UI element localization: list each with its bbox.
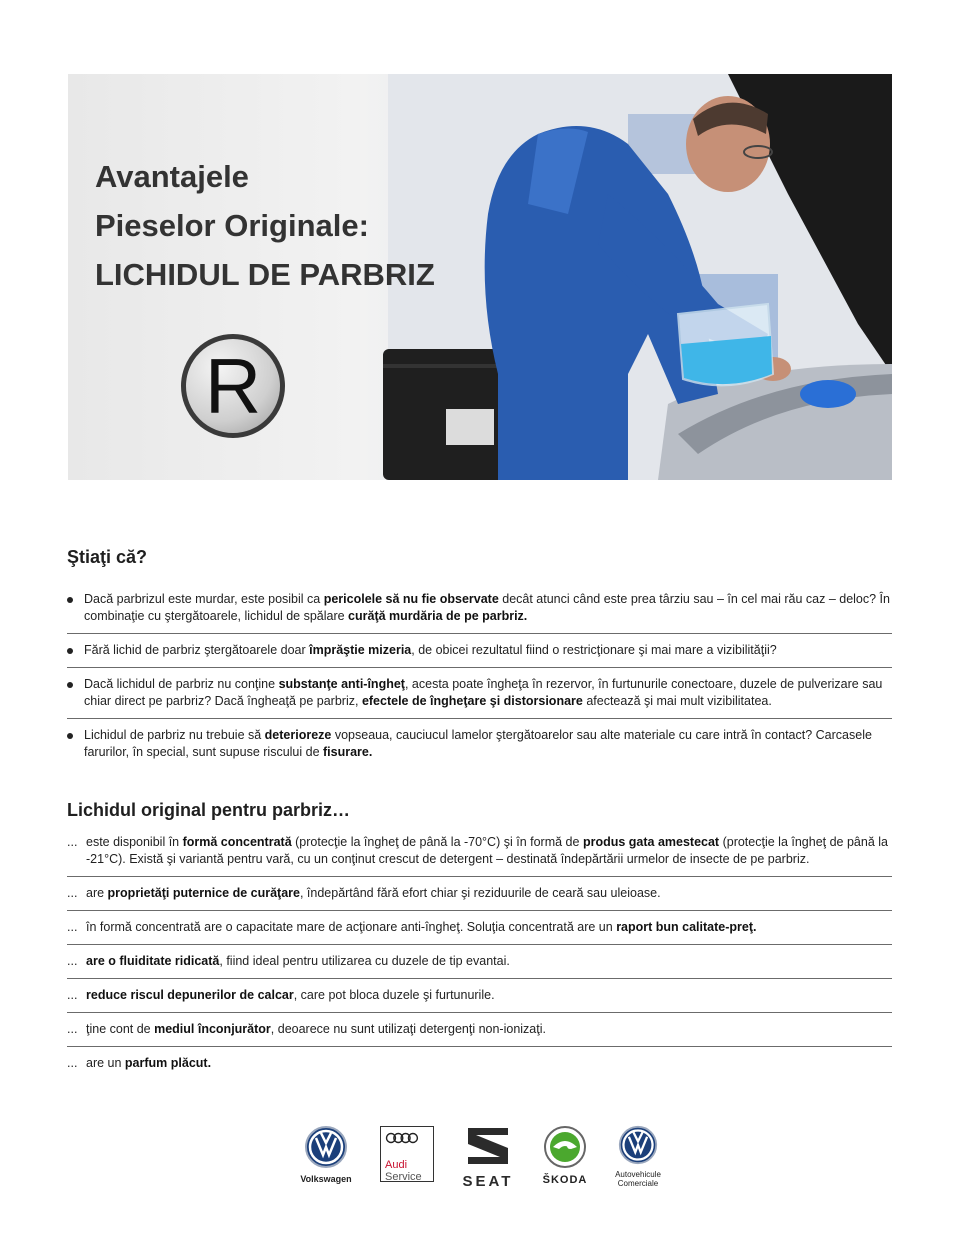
vw-commercial-logo bbox=[608, 1125, 668, 1188]
seat-label: SEAT bbox=[462, 1173, 514, 1190]
list-item: Dacă lichidul de parbriz nu conţine substanţe anti-îngheţ, acesta poate îngheţa în rezervor, în furtunurile conectoare, duzele de pulverizare sau chiar direct pe parbriz? Dacă îngheaţă pe parbriz, efectele de îngheţare şi distorsionare afectează şi mai mult vizibilitatea. bbox=[67, 668, 892, 719]
brand-logos bbox=[296, 1122, 666, 1192]
audi-service-logo bbox=[380, 1126, 434, 1182]
section-title-did-you-know: Ştiaţi că? bbox=[67, 547, 148, 567]
hero-title-line-1: Avantajele bbox=[95, 159, 249, 194]
badge-letter: R bbox=[204, 342, 262, 430]
seat-logo bbox=[451, 1126, 525, 1190]
list-item: ... are un parfum plăcut. bbox=[67, 1056, 212, 1070]
list-item: Lichidul de parbriz nu trebuie să deterioreze vopseaua, cauciucul lamelor ştergătoarelor sau alte materiale cu care intră în contact? Carcasele farurilor, în special, sunt supuse riscului de fisurare. bbox=[67, 719, 892, 769]
vw-emblem-icon bbox=[304, 1125, 348, 1169]
hero-title-line-2: Pieselor Originale: bbox=[95, 208, 369, 243]
list-item: ... este disponibil în formă concentrată (protecţie la îngheţ de până la -70°C) şi în formă de produs gata amestecat (protecţie la îngheţ de până la -21°C). Există şi variantă pentru vară, cu un conţinut crescut de detergent – destinată îndepărtării urmelor de insecte de pe parbriz. bbox=[67, 826, 892, 877]
volkswagen-logo bbox=[296, 1125, 356, 1184]
list-item: ... ţine cont de mediul înconjurător, deoarece nu sunt utilizaţi detergenţi non-ionizaţi. bbox=[67, 1013, 892, 1047]
list-item: ... reduce riscul depunerilor de calcar, care pot bloca duzele şi furtunurile. bbox=[67, 979, 892, 1013]
list-item: ... are proprietăţi puternice de curăţare, îndepărtând fără efort chiar şi reziduurile de ceară sau uleioase. bbox=[67, 877, 892, 911]
hero-title-line-3: LICHIDUL DE PARBRIZ bbox=[95, 257, 435, 292]
registered-badge-icon bbox=[181, 334, 285, 438]
hero-title bbox=[95, 152, 435, 299]
list-item: ... are o fluiditate ridicată, fiind ideal pentru utilizarea cu duzele de tip evantai. bbox=[67, 945, 892, 979]
vwc-label-2: Comerciale bbox=[617, 1179, 659, 1188]
list-item: Dacă parbrizul este murdar, este posibil ca pericolele să nu fie observate decât atunci când este prea târziu sau – în cel mai rău caz – deloc? În combinaţie cu ştergătoarele, lichidul de spălare curăţă murdăria de pe parbriz. bbox=[67, 583, 892, 634]
skoda-label: ŠKODA bbox=[542, 1174, 588, 1186]
hero-banner bbox=[68, 74, 892, 480]
vw-commercial-emblem-icon bbox=[618, 1125, 658, 1165]
section-title-original-fluid: Lichidul original pentru parbriz… bbox=[67, 800, 351, 820]
audi-label: Audi bbox=[385, 1159, 408, 1171]
list-item: Fără lichid de parbriz ştergătoarele doar împrăştie mizeria, de obicei rezultatul fiind o restricţionare şi mai mare a vizibilităţii? bbox=[67, 634, 892, 668]
skoda-logo bbox=[539, 1125, 591, 1186]
audi-service-label: Service bbox=[385, 1171, 422, 1183]
seat-emblem-icon bbox=[466, 1126, 510, 1166]
audi-rings-icon bbox=[385, 1132, 419, 1144]
original-fluid-list bbox=[67, 826, 892, 1080]
did-you-know-list bbox=[67, 583, 892, 769]
list-item: ... în formă concentrată are o capacitate mare de acţionare anti-îngheţ. Soluţia concentrată are un raport bun calitate-preţ. bbox=[67, 911, 892, 945]
skoda-emblem-icon bbox=[543, 1125, 587, 1169]
vwc-label-1: Autovehicule bbox=[615, 1170, 661, 1179]
vw-label: Volkswagen bbox=[300, 1174, 352, 1184]
